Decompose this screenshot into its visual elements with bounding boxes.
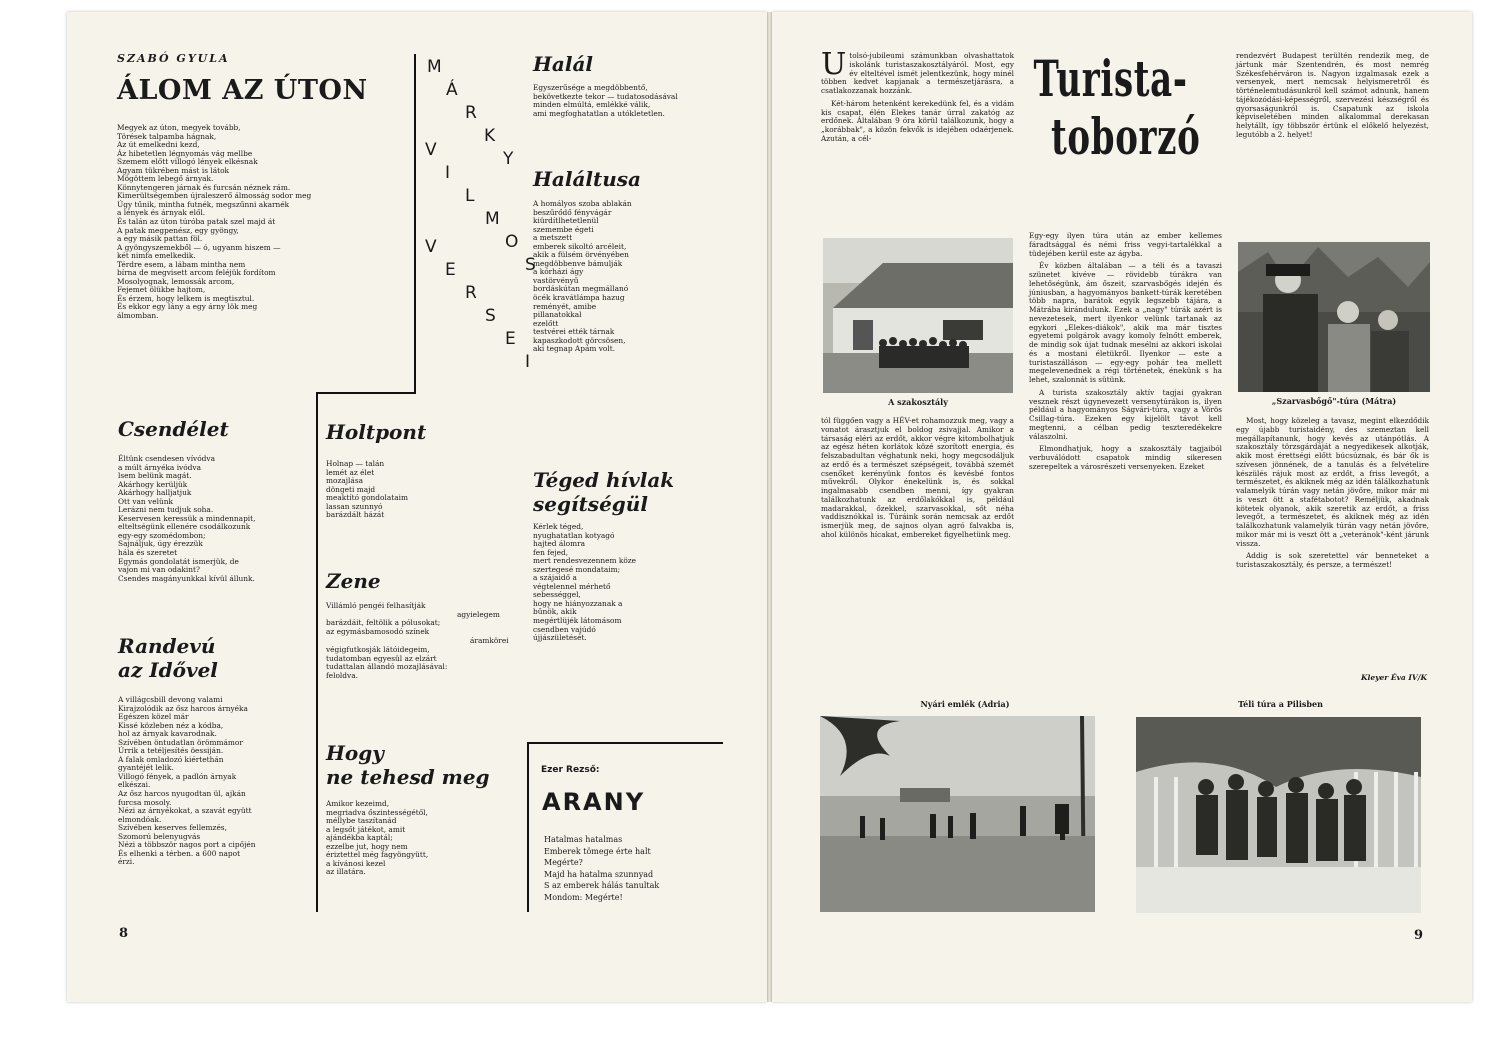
poem-title-haltusa: Haláltusa [533,167,642,191]
poem-text-zene-2b: áramkörei [470,636,509,645]
photo-szarvasbogo [1238,242,1430,392]
article-column-2 [1029,232,1222,476]
poem-title-zene: Zene [326,569,381,593]
divider-horizontal [316,392,416,394]
vertical-letter: L [465,186,475,206]
poem-title-arany: ARANY [542,788,646,816]
article-paragraph: Év közben általában — a téli és a tavaszi szünetet kivéve — rövidebb túrákra van lehetőségünk, ám őszeit, szarvasbőgés idején és júniusban, a hagyományos bankett-túrák keretében több napra, barátok egyik legszebb tájára, a Mátrába kirándulunk. Ezek a „nagy" túrák azért is nevezetesek, mert ilyenkor velünk tartanak az egykori „Elekes-diákok", akik ma már tisztes egyetemi polgárok avagy komoly felnőtt emberek, de mindig sok újat tudnak mesélni az akkori iskolai és a mostani életükről. Ilyenkor — este a turistaszálláson — egy-egy pohár tea mellett megelevenednek a régi történetek, énekünk s ha lehet, szalonnát is sütünk. [1029,261,1222,384]
poem-text-zene-3: végigfutkosják látóidegeim, tudatomban egyesül az elzárt tudattalan állandó mozajlásával: feloldva. [326,645,448,680]
photo-caption: Téli túra a Pilisben [1238,699,1323,709]
poem-text-randevu: A villágcsbill devong valami Kirajzolódik az ősz harcos árnyéka Egészen közel már Kissé közleben néz a kódba, hol az árnyak kavarodnak. Szívében öntudatlan örömmámor Úrrik a tetéljesítés öessiján. A falak omladozó kiértethán gyantéjét lelik. Villogó fények, a padlón árnyak elkészai. Az ősz harcos nyugodtan ül, ajkán furcsa mosoly. Nézi az árnyékokat, a szavát együtt elmondóak. Szívében keserves fellemzés, Szomorú belenyugvás Nézi a többször nagos port a cipőjén És elhenki a térben. a 600 napot érzi. [118,695,256,867]
article-paragraph: Most, hogy közeleg a tavasz, megint elkezdődik egy újabb turistaidény, des szemeztan kell megállapítanunk, hogy kevés az utánpótlás. A szakosztály törzsgárdáját a negyedikesek alkotják, akik most érettségi előtt búcsúznak, és bár ők is szívesen jönnének, de a tanulás és a felvételire készülés rájuk most az erdőt, a friss levegőt, a természetet, és akiknek még az idén tálálkozhatunk valamelyik túrán vagy netán jövőre, mikor már mi is veszt ött a stafétabotot? Reméljük, akadnak kötetek olyanok, akik szeretik az erdőt, a friss levegőt, a természetet, és akiknek még az idén találkozhatunk valamelyik túrán vagy netán jövőre, mikor már mi is veszt ött a „veteránok"-ként járunk vissza. [1236,416,1429,548]
vertical-letter: O [505,232,519,252]
article-column-1-bottom [821,417,1014,544]
photo-caption: „Szarvasbőgő"-túra (Mátra) [1271,396,1397,406]
photo-caption: A szakosztály [888,397,948,407]
article-column-1-top [821,47,1014,148]
poem-main-title: ÁLOM AZ ÚTON [117,75,368,106]
divider-vertical [527,742,529,912]
poem-title-holtpont: Holtpont [326,420,427,444]
article-paragraph: tolsó-jubileumi számunkban olvashattatok iskolánk turistaszakosztályáról. Most, egy év elteltével ismét jelentkezünk, hogy minél többen kedvet kapjanak a természetjárásra, a csatlakozzanak hozzánk. [821,51,1014,95]
divider-vertical [316,392,318,912]
vertical-letter: S [525,255,536,275]
article-title-line-2: toborzó [1051,107,1201,166]
poem-text-hogy: Amikor kezeimd, megriadva őszintességétől, méllybe taszítanád a legsőt játékot, amit ajándékba kaptál; ezzelbe jut, hogy nem ériztettel még fagyöngyütt, a kívánosi kezel az illatára. [326,799,429,877]
article-column-3-bottom [1236,417,1429,574]
vertical-letter: M [485,209,500,229]
article-paragraph: A turista szakosztály aktív tagjai gyakran vesznek részt úgynevezett versenytúrákon is, ilyen például a hagyományos Ságvári-túra, vagy a Vörös Csillag-túra. Ezeken egy kijelölt távot kell megtenni, a célban pedig teszteredékekre válaszolni. [1029,387,1222,441]
poem-text-zene-2: barázdáit, feltölik a pólusokat; az egymásbamosodó színek [326,618,441,636]
poem-title-teged: Téged hívlak segítségül [533,468,675,516]
divider-horizontal [527,742,723,744]
article-paragraph: tól függően vagy a HÉV-et rohamozzuk meg, vagy a vonatot árasztjuk el boldog zsivajjal. Amikor a társaság eléri az erdőt, akkor végre kitombolhatjuk az egész héten korlátok közé szorított energia, és felszabadultan véghatunk neki, hogy megcsodáljuk az erdő és a természet szépségeit, továbbá szemét csenőket kerényünk fontos és kevésbé fontos művekről. Olykor énekelünk is, és sokkal ingalmasabb csendben menni, így gyakran találkozhatunk az erdőlakókkal is, például madarakkal, őzekkel, szarvasokkal, sőt néha vaddisznókkal is. Túráink során nemcsak az erdőt ismerjük meg, de sajnos olyan agró falvakba is, ahol különös hícakat, embereket figyelhetünk meg. [821,416,1014,539]
poem-text-zene-1b: agyielegem [457,610,500,619]
page-number-left: 8 [119,926,129,941]
left-page [67,12,767,1002]
article-paragraph: Egy-egy ilyen túra után az ember kellemes fáradtsággal és némi friss vegyi-tartalékkal a tüdejében kerül este az ágyba. [1029,231,1222,258]
article-title [1029,50,1269,166]
poem-text-arany: Hatalmas hatalmas Emberek tömege érte halt Megérte? Majd ha hatalma szunnyad S az emberek hálás tanultak Mondom: Megérte! [544,835,660,902]
vertical-letter: V [425,140,437,160]
poem-title-randevu: Randevú az Idővel [118,634,218,682]
article-paragraph: Két-három hetenként kerekedünk fel, és a vidám kis csapat, élén Elekes tanár úrral zakatóg az erdőnek. Általában 9 óra körül találkozunk, hogy a „korábbak", a közön fekvők is idejében odaérjenek. Azután, a cél- [821,98,1014,143]
vertical-letter: M [427,57,442,77]
poem-text-zene-1: Villámló pengéi felhasítják [326,601,426,610]
dropcap: U [821,47,847,82]
poem-text-halal: Egyszerűsége a megdöbbentő, bekövetkezte tekor — tudatosodásával minden elmúltá, emlékké válik, ami megfoghatatlan a utókletetlen. [533,83,678,118]
poem-title-csendelet: Csendélet [118,417,229,441]
photo-szakosztaly [823,238,1013,393]
divider-vertical [414,54,416,394]
photo-nyari-emlek [820,716,1095,912]
page-number-right: 9 [1414,928,1424,943]
vertical-letter: K [484,126,496,146]
vertical-letter: R [465,283,477,303]
poem-main-text: Megyek az úton, megyek tovább, Törések talpamba hágnak, Az út emelkedni kezd, Áz hibetetlen légnyomás vág mellbe Szemem előtt villogó lények elkésnak Agyam tükrében mást is látok Mögöttem lebegő árnyak. Könnytengeren járnak és furcsán néznek rám. Kimerültségemben újraleszerő álmosság sodor meg Úgy tűnik, mintha futnék, megszűnni akarnék a lények és árnyak elől. És talán az úton túróba patak szel majd át A patak megpenész, egy gyöngy, a egy másik pattan föl. A gyöngyszemekből — ó, ugyanm hiszem — két nimfa emelkedik. Térdre esem, a lábam mintha nem bírna de megvisett arcom feléjük fordítom Mosolyognak, lemossák arcom, Fejemet ölükbe hajtom, És érzem, hogy lelkem is megtisztul. És ekkor egy lány a egy árny lök meg álmomban. [117,123,312,321]
author-name: SZABÓ GYULA [117,52,230,65]
article-paragraph: Addig is sok szeretettel vár benneteket a turistaszakosztály, és persze, a természet! [1236,551,1429,569]
vertical-letter: I [525,352,531,372]
author-ezer: Ezer Rezső: [541,765,600,775]
poem-text-teged: Kérlek téged, nyughatatlan kotyagó hajted álomra fen fejed, mert rendesvezennem köze szertegesé mondataim; a szájaidő a végtelennel mérhető sebességgel, hogy ne hiányozzanak a bűnök, akik megértlüjék látomásom csendben vajúdó újjászületését. [533,522,637,643]
vertical-letter: E [505,329,516,349]
poem-title-hogy: Hogy ne tehesd meg [326,741,490,789]
vertical-letter: Y [503,149,514,169]
photo-caption: Nyári emlék (Adria) [920,699,1010,709]
vertical-letter: Á [446,80,458,100]
article-title-line-1: Turista- [1033,49,1188,108]
poem-text-holtpont: Holnap — talán lemét az élet mozajlása döngeti majd meaktító gondolataim lassan szunnyó barázdált házát [326,459,409,520]
article-paragraph: Elmondhatjuk, hogy a szakosztály tagjaiból verbuválódott csapatok mindig sikeresen szerepeltek a városrészeti versenyeken. Ezeket [1029,444,1222,471]
vertical-letter: I [445,163,451,183]
vertical-letter: V [425,237,437,257]
poem-text-csendelet: Éltünk csendesen vívódva a múlt árnyéka ivódva lsem belünk magát. Akárhogy kerüljük Akárhogy halljatjuk Ott van velünk Lerázni nem tudjuk soha. Keservesen keressük a mindennapit, elteltségünk ellenére csodálkozunk egy-egy szomédombon; Sajnáljuk, úgy érezzük hála és szeretet Egymás gondolatát ismerjük, de vajon mi van odakint? Csendes magányunkkal kívül állunk. [118,454,256,583]
article-signature: Kleyer Éva IV/K [1361,673,1427,682]
photo-teli-tura [1136,717,1421,913]
vertical-letter: E [445,260,456,280]
article-paragraph: rendezvért Budapest terültén rendezik meg, de jártunk már Szentendrén, és most nemrég Székesfehérváron is. Nagyon izgalmasak ezek a versenyek, mert nemcsak helyismeretről és történelemtudásunkról kell számot adnunk, hanem tájékozódási-képességről, szervezési készségről és gyorsaságunkról is. Csapatunk az iskola képviseletében minden alkalommal derekasan helytállt, így többször értünk el előkelő helyezést, legutóbb a 2. helyet! [1236,51,1429,139]
poem-title-halal: Halál [533,52,594,76]
article-column-3-top [1236,52,1429,144]
right-page [772,12,1472,1002]
vertical-letter: R [465,103,477,123]
vertical-letter: S [485,306,496,326]
poem-text-haltusa: A homályos szoba ablakán beszűrődő fényvágár kiürdítlhetetlenül szemembe égeti a metszett emberek sikoltó arcéleit, akik a fülsém örvényében megdöbbenve bámulják a kórházi ágy vastörvényű bordáskútan megmállanó öcék kravátlámpa hazug reményét, amibe pillanatokkal ezelőtt testvérei ették tárnak kapaszkodott görcsösen, aki tegnap Apám volt. [533,199,632,354]
